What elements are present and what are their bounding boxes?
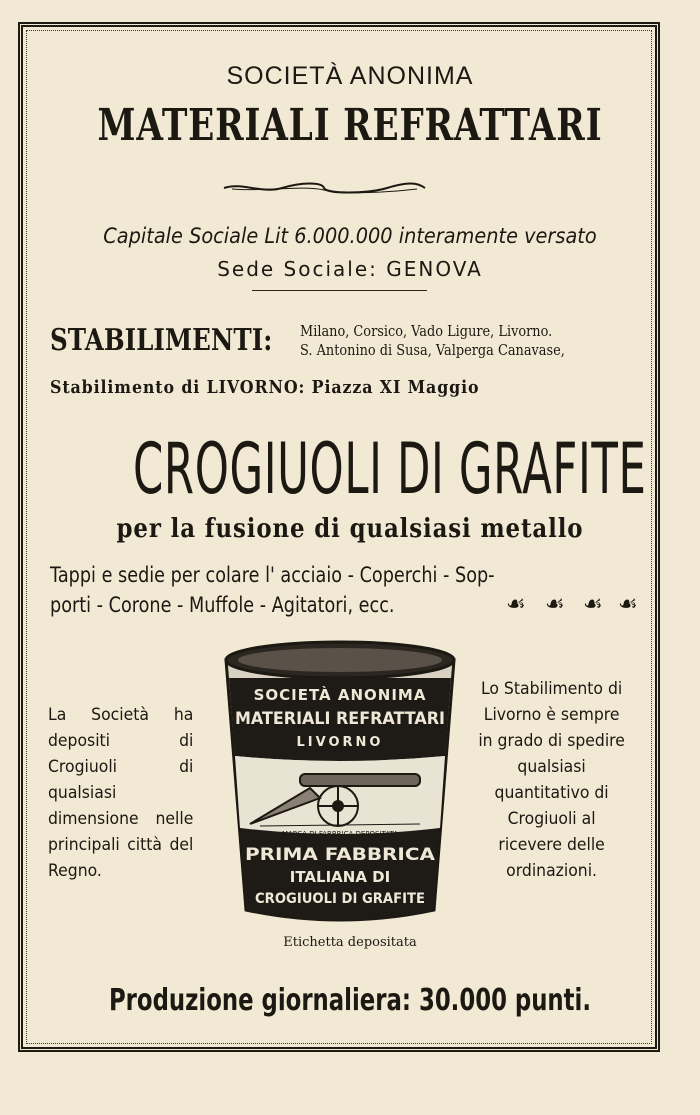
products-line-2: porti - Corone - Muffole - Agitatori, ecc.	[50, 593, 395, 617]
label-caption: Etichetta depositata	[283, 935, 417, 950]
society-type: SOCIETÀ ANONIMA	[226, 62, 474, 90]
capital-line: Capitale Sociale Lit 6.000.000 interamente versato	[103, 224, 597, 248]
daily-production: Produzione giornaliera: 30.000 punti.	[108, 983, 592, 1018]
plants-line-2: S. Antonino di Susa, Valperga Canavase,	[300, 341, 565, 359]
crucible-label-line-4: PRIMA FABBRICA	[245, 845, 436, 865]
divider	[252, 290, 427, 291]
crucible-trademark: MARCA DI FABBRICA DEPOSITATA	[281, 830, 399, 838]
plants-label: STABILIMENTI:	[50, 323, 273, 358]
left-paragraph: La Società ha depositi di Crogiuoli di qualsiasi dimensione nelle principali città del Regno.	[48, 705, 194, 881]
fleuron-icon: ☙	[506, 592, 526, 617]
swash-ornament	[222, 180, 427, 196]
plants-line-1: Milano, Corsico, Vado Ligure, Livorno.	[300, 322, 553, 340]
fleuron-icon: ☙	[545, 592, 565, 617]
product-title: CROGIUOLI DI GRAFITE	[133, 428, 647, 510]
crucible-label-line-2: MATERIALI REFRATTARI	[235, 709, 445, 729]
livorno-plant-address: Stabilimento di LIVORNO: Piazza XI Maggio	[50, 377, 480, 398]
company-name: MATERIALI REFRATTARI	[97, 100, 603, 151]
fleuron-icon: ☙	[618, 592, 638, 617]
crucible-label-line-3: LIVORNO	[296, 735, 384, 750]
seat-line: Sede Sociale: GENOVA	[217, 257, 483, 281]
crucible-label-line-6: CROGIUOLI DI GRAFITE	[255, 891, 425, 907]
crucible-label-line-5: ITALIANA DI	[289, 868, 391, 886]
right-paragraph: Lo Stabilimento di Livorno è sempre in grado di spedire qualsiasi quantitativo di Crogiuoli al ricevere delle ordinazioni.	[478, 679, 625, 881]
products-line-1: Tappi e sedie per colare l' acciaio - Coperchi - Sop-	[50, 563, 495, 587]
crucible-label-line-1: SOCIETÀ ANONIMA	[253, 686, 427, 704]
product-subtitle: per la fusione di qualsiasi metallo	[116, 514, 584, 544]
crucible-illustration	[220, 638, 460, 928]
fleuron-icon: ☙	[583, 592, 603, 617]
